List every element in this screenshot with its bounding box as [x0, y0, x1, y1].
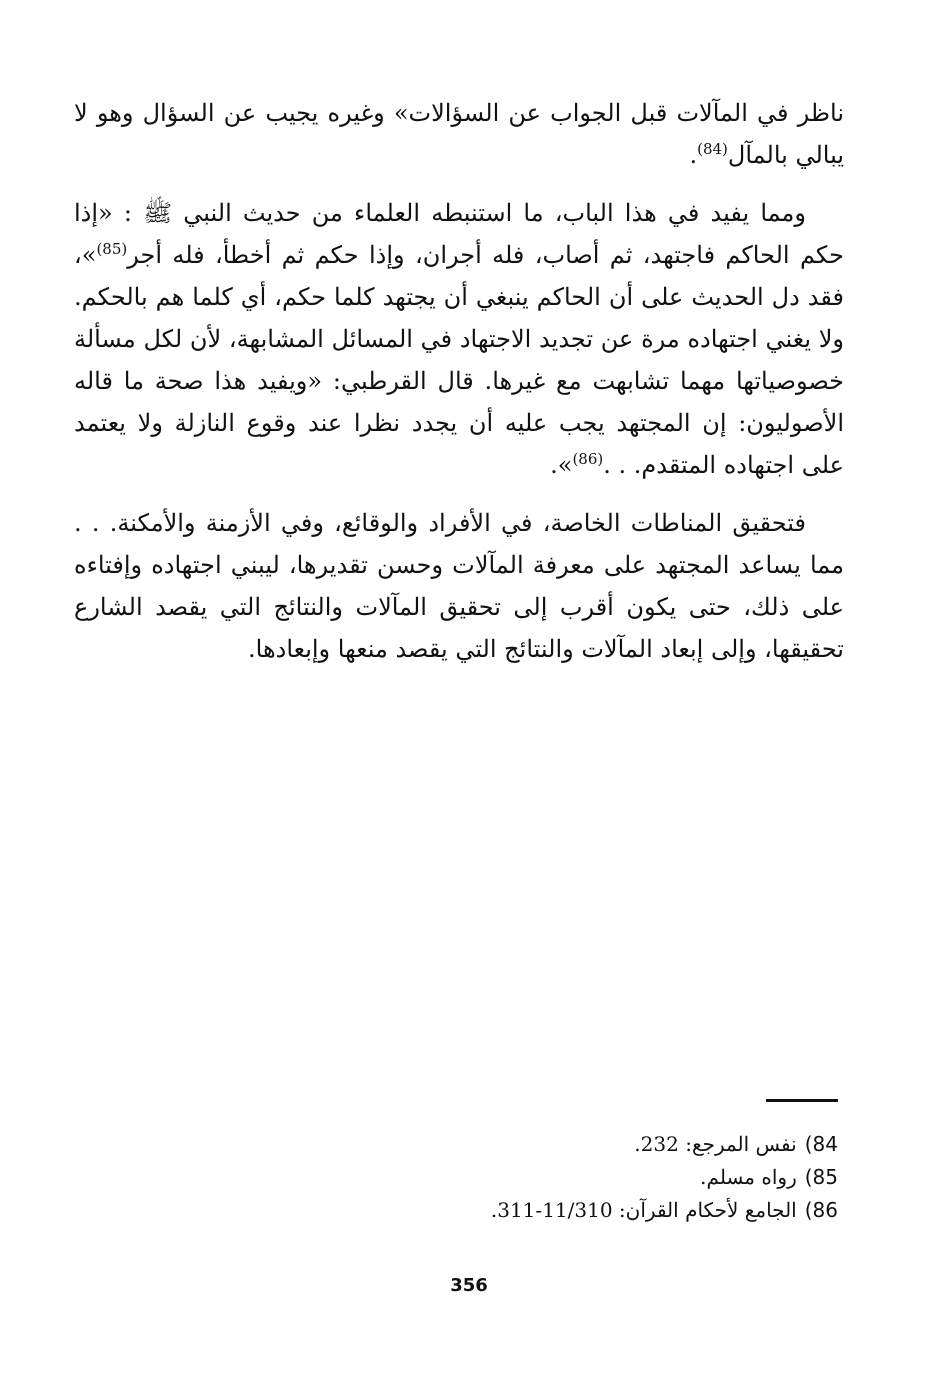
footnote-ref-86: (86) [572, 450, 604, 468]
main-text [74, 92, 844, 686]
footnote-number: 86) [804, 1198, 838, 1222]
paragraph-text: »، فقد دل الحديث على أن الحاكم ينبغي أن يجتهد كلما حكم، أي كلما هم بالحكم. ولا يغني اجتهاده مرة عن تجديد الاجتهاد في المسائل المشابهة، لأن لكل مسألة خصوصياتها مهما تشابهت مع غيرها. قال القرطبي: «ويفيد هذا صحة ما قاله الأصوليون: إن المجتهد يجب عليه أن يجدد نظرا عند وقوع النازلة ولا يعتمد على اجتهاده المتقدم. . . [74, 241, 844, 479]
paragraph [74, 192, 844, 486]
footnote-item [440, 1128, 838, 1161]
footnote-number: 84) [804, 1132, 838, 1156]
paragraph-text: ناظر في المآلات قبل الجواب عن السؤالات» وغيره يجيب عن السؤال وهو لا يبالي بالمآل [74, 99, 844, 169]
footnote-item [440, 1161, 838, 1194]
footnotes [440, 1128, 838, 1227]
paragraph-text: ومما يفيد في هذا الباب، ما استنبطه العلماء من حديث النبي ﷺ : «إذا حكم الحاكم فاجتهد، ثم أصاب، فله أجران، وإذا حكم ثم أخطأ، فله أجر [74, 199, 844, 269]
footnote-number: 85) [804, 1165, 838, 1189]
paragraph [74, 502, 844, 670]
paragraph-text: . [689, 141, 698, 169]
footnote-item [440, 1194, 838, 1227]
page-number: 356 [450, 1275, 488, 1296]
footnote-text: نفس المرجع: 232. [634, 1132, 797, 1156]
footnote-ref-85: (85) [96, 240, 128, 258]
footnote-separator [766, 1099, 838, 1102]
footnote-text: رواه مسلم. [700, 1165, 797, 1189]
paragraph [74, 92, 844, 176]
footnote-ref-84: (84) [697, 140, 728, 158]
paragraph-text: فتحقيق المناطات الخاصة، في الأفراد والوقائع، وفي الأزمنة والأمكنة. . . مما يساعد المجتهد على معرفة المآلات وحسن تقديرها، ليبني اجتهاده وإفتاءه على ذلك، حتى يكون أقرب إلى تحقيق المآلات والنتائج التي يقصد الشارع تحقيقها، وإلى إبعاد المآلات والنتائج التي يقصد منعها وإبعادها. [74, 509, 844, 663]
footnote-text: الجامع لأحكام القرآن: 11/310-311. [490, 1198, 797, 1222]
paragraph-text: ». [550, 451, 573, 479]
